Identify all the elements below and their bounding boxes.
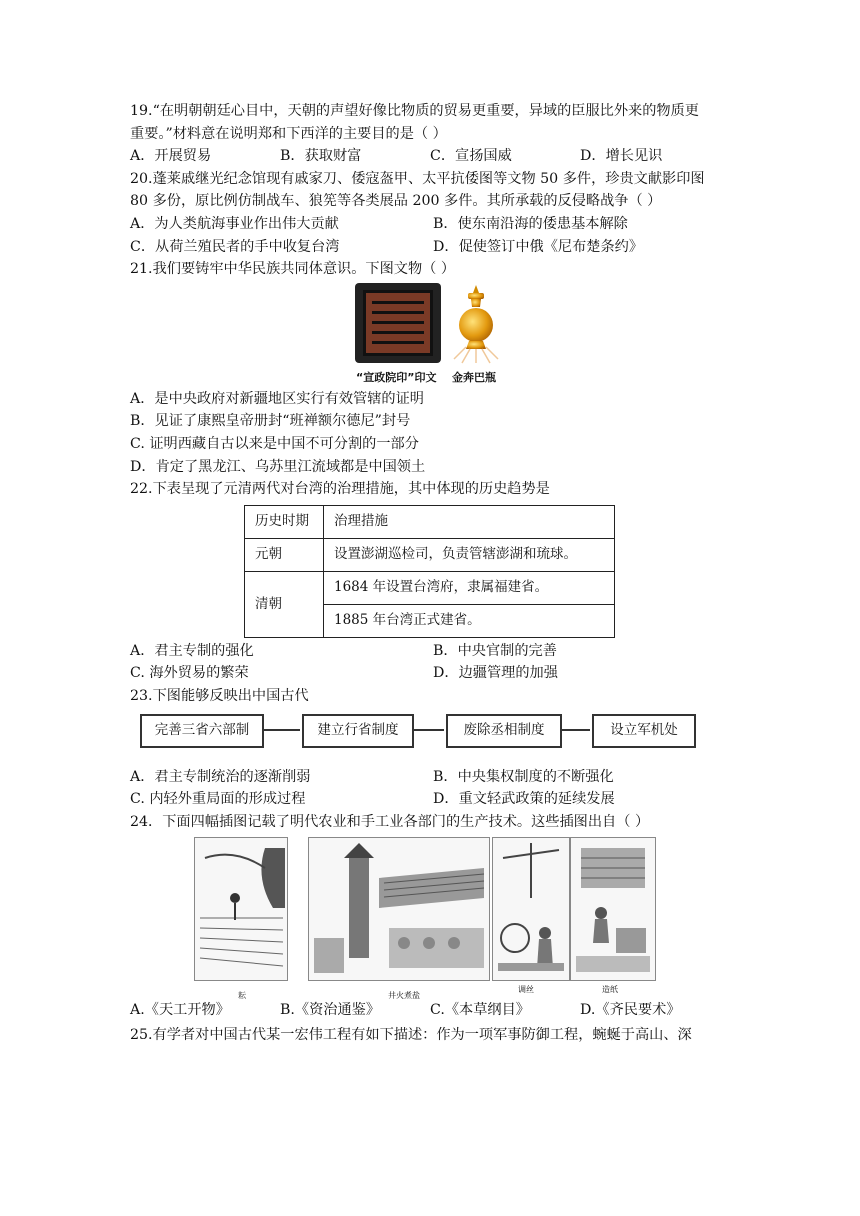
q19-option-c: C．宣扬国威 bbox=[430, 148, 512, 165]
q24-stem: 24．下面四幅插图记载了明代农业和手工业各部门的生产技术。这些插图出自（ ） bbox=[130, 813, 650, 830]
q19-option-a: A．开展贸易 bbox=[130, 148, 212, 165]
q19-stem-line1: 19.“在明朝朝廷心目中，天朝的声望好像比物质的贸易更重要，异域的臣服比外来的物质更 bbox=[130, 103, 699, 119]
table-row bbox=[245, 505, 615, 538]
q23-options-row2 bbox=[130, 788, 740, 811]
q21-option-a: A．是中央政府对新疆地区实行有效管辖的证明 bbox=[130, 390, 424, 407]
q22-stem: 22.下表呈现了元清两代对台湾的治理措施，其中体现的历史趋势是 bbox=[130, 481, 550, 498]
q23-option-b: B．中央集权制度的不断强化 bbox=[433, 768, 614, 785]
q21-option-d: D．肯定了黑龙江、乌苏里江流域都是中国领土 bbox=[130, 458, 426, 475]
seal-caption: “宣政院印”印文 bbox=[356, 370, 437, 384]
table-cell-qing-measure-1: 1684 年设置台湾府，隶属福建省。 bbox=[324, 571, 615, 604]
q24-option-c: C.《本草纲目》 bbox=[430, 1002, 530, 1019]
caption-salt-boiling: 井火煮盐 bbox=[388, 991, 420, 1001]
q22-option-b: B．中央官制的完善 bbox=[433, 642, 557, 659]
q20-option-c: C．从荷兰殖民者的手中收复台湾 bbox=[130, 238, 340, 255]
q23-option-a: A．君主专制统治的逐渐削弱 bbox=[130, 768, 311, 785]
q19-option-b: B．获取财富 bbox=[280, 148, 362, 165]
q22-table bbox=[244, 505, 615, 638]
golden-urn-image bbox=[450, 283, 502, 365]
q22-options-row2 bbox=[130, 662, 740, 685]
q20-option-d: D．促使签订中俄《尼布楚条约》 bbox=[433, 238, 644, 255]
flow-step-3: 废除丞相制度 bbox=[446, 714, 562, 748]
q24-option-a: A.《天工开物》 bbox=[130, 1002, 230, 1019]
table-cell-yuan-measure: 设置澎湖巡检司，负责管辖澎湖和琉球。 bbox=[324, 538, 615, 571]
caption-weeding: 耘 bbox=[238, 991, 246, 1001]
table-cell-yuan: 元朝 bbox=[245, 538, 324, 571]
q22-option-c: C. 海外贸易的繁荣 bbox=[130, 665, 249, 682]
q23-option-c: C. 内轻外重局面的形成过程 bbox=[130, 791, 306, 808]
table-cell-qing-measure-2: 1885 年台湾正式建省。 bbox=[324, 604, 615, 637]
flow-connector bbox=[414, 729, 444, 731]
q24-option-d: D.《齐民要术》 bbox=[580, 1002, 681, 1019]
q21-figure bbox=[130, 281, 740, 388]
caption-papermaking: 造纸 bbox=[602, 985, 618, 995]
flow-step-2: 建立行省制度 bbox=[302, 714, 414, 748]
q23-stem: 23.下图能够反映出中国古代 bbox=[130, 687, 309, 704]
q24-options bbox=[130, 999, 740, 1022]
q20-stem-line2: 80 多份，原比例仿制战车、狼筅等各类展品 200 多件。其所承载的反侵略战争（ ） bbox=[130, 193, 662, 210]
q20-options-row1 bbox=[130, 213, 740, 236]
flow-step-1: 完善三省六部制 bbox=[140, 714, 264, 748]
q25-stem-line1: 25.有学者对中国古代某一宏伟工程有如下描述：作为一项军事防御工程，蜿蜒于高山、深 bbox=[130, 1026, 692, 1043]
q19-stem-line2: 重要。”材料意在说明郑和下西洋的主要目的是（ ） bbox=[130, 125, 447, 142]
exam-page bbox=[130, 100, 740, 1046]
q20-option-b: B．使东南沿海的倭患基本解除 bbox=[433, 215, 628, 232]
q21-option-b: B．见证了康熙皇帝册封“班禅额尔德尼”封号 bbox=[130, 413, 411, 430]
q19-options bbox=[130, 145, 740, 168]
q23-flow-diagram bbox=[130, 708, 740, 766]
q22-option-a: A．君主专制的强化 bbox=[130, 642, 254, 659]
q23-options-row1 bbox=[130, 766, 740, 789]
table-cell-qing: 清朝 bbox=[245, 571, 324, 637]
q21-stem: 21.我们要铸牢中华民族共同体意识。下图文物（ ） bbox=[130, 261, 456, 278]
weeding-illustration bbox=[194, 837, 288, 981]
q24-option-b: B.《资治通鉴》 bbox=[280, 1002, 381, 1019]
table-row bbox=[245, 571, 615, 604]
q20-options-row2 bbox=[130, 236, 740, 259]
q23-option-d: D．重文轻武政策的延续发展 bbox=[433, 791, 615, 808]
papermaking-illustration bbox=[570, 837, 656, 981]
flow-connector bbox=[264, 729, 300, 731]
urn-caption: 金奔巴瓶 bbox=[452, 370, 496, 384]
flow-step-4: 设立军机处 bbox=[592, 714, 696, 748]
table-row bbox=[245, 538, 615, 571]
salt-boiling-illustration bbox=[308, 837, 490, 981]
q22-options-row1 bbox=[130, 640, 740, 663]
q20-stem-line1: 20.蓬莱戚继光纪念馆现有戚家刀、倭寇盔甲、太平抗倭图等文物 50 多件，珍贵文献影印图 bbox=[130, 170, 705, 187]
seal-imprint-image bbox=[355, 283, 441, 363]
table-header-period: 历史时期 bbox=[245, 505, 324, 538]
q22-option-d: D．边疆管理的加强 bbox=[433, 665, 558, 682]
silk-reeling-illustration bbox=[492, 837, 570, 981]
table-header-measure: 治理措施 bbox=[324, 505, 615, 538]
q24-illustrations bbox=[130, 833, 740, 999]
caption-silk-reeling: 调丝 bbox=[518, 985, 534, 995]
q19-option-d: D．增长见识 bbox=[580, 148, 663, 165]
q21-option-c: C. 证明西藏自古以来是中国不可分割的一部分 bbox=[130, 435, 419, 452]
q20-option-a: A．为人类航海事业作出伟大贡献 bbox=[130, 215, 339, 232]
flow-connector bbox=[562, 729, 590, 731]
